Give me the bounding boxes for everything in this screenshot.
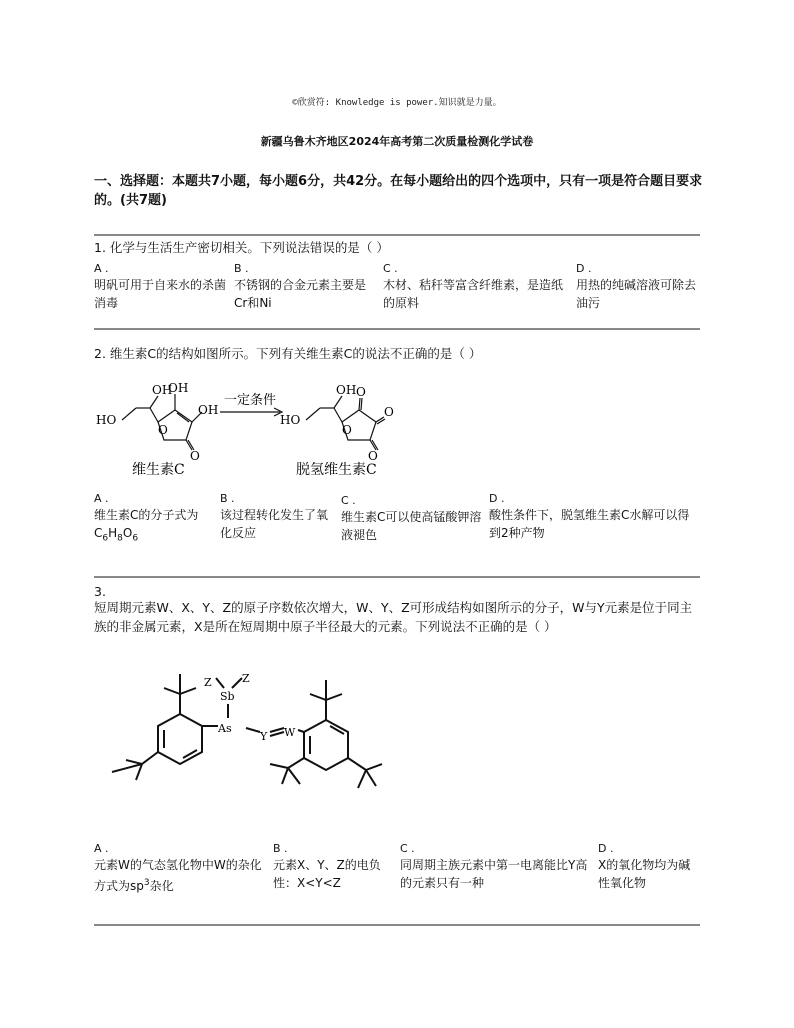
- divider: [94, 328, 700, 330]
- option-label: A .: [94, 842, 109, 855]
- as-sb-molecule-figure: [104, 660, 394, 810]
- q1-option-a[interactable]: [94, 262, 229, 312]
- divider: [94, 576, 700, 578]
- section-heading: 一、选择题：本题共7小题，每小题6分，共42分。在每小题给出的四个选项中，只有一项是符合题目要求的。(共7题): [94, 174, 703, 208]
- carbonyl-o-label: O: [368, 449, 378, 463]
- oh-label: OH: [152, 383, 173, 397]
- option-text: X的氧化物均为碱性氧化物: [598, 858, 691, 890]
- option-text: 维生素C可以使高锰酸钾溶液褪色: [341, 510, 482, 542]
- option-label: D .: [598, 842, 614, 855]
- option-label: C .: [383, 262, 398, 275]
- q3-option-c[interactable]: [400, 842, 592, 892]
- option-label: A .: [94, 492, 109, 505]
- w-label: W: [284, 726, 296, 739]
- q3-option-b[interactable]: [273, 842, 393, 892]
- option-label: A .: [94, 262, 109, 275]
- ring-o-label: O: [342, 423, 352, 437]
- carbonyl-o-label: O: [190, 449, 200, 463]
- carbonyl-o-label: O: [356, 385, 366, 399]
- formula: $C_6H_8O_6$: [94, 526, 139, 544]
- z-label: Z: [242, 672, 250, 685]
- q1-stem: 1. 化学与生活生产密切相关。下列说法错误的是（ ）: [94, 240, 389, 255]
- y-label: Y: [260, 730, 268, 743]
- watermark: ©欣赏符: Knowledge is power.知识就是力量。: [292, 98, 502, 108]
- q3-option-a[interactable]: [94, 842, 270, 895]
- q2-stem: 2. 维生素C的结构如图所示。下列有关维生素C的说法不正确的是（ ）: [94, 346, 482, 361]
- q3-number: 3.: [94, 584, 106, 599]
- vitamin-c-caption: 维生素C: [132, 462, 185, 478]
- option-text: 同周期主族元素中第一电离能比Y高的元素只有一种: [400, 858, 588, 890]
- oh-label: OH: [336, 383, 357, 397]
- exam-title: 新疆乌鲁木齐地区2024年高考第二次质量检测化学试卷: [260, 135, 534, 148]
- ho-label: HO: [96, 413, 117, 427]
- q1-option-b[interactable]: [234, 262, 374, 312]
- q1-option-c[interactable]: [383, 262, 565, 312]
- q1-option-d[interactable]: [576, 262, 704, 312]
- option-text: 该过程转化发生了氧化反应: [220, 508, 329, 540]
- divider: [94, 924, 700, 926]
- dehydro-vitamin-c-caption: 脱氢维生素C: [296, 462, 377, 478]
- option-label: C .: [341, 494, 356, 507]
- option-label: D .: [489, 492, 505, 505]
- option-label: B .: [220, 492, 235, 505]
- q3-stem: 短周期元素W、X、Y、Z的原子序数依次增大，W、Y、Z可形成结构如图所示的分子，W与Y元素是位于同主族的非金属元素，X是所在短周期中原子半径最大的元素。下列说法不正确的是（ ）: [94, 600, 693, 634]
- divider: [94, 234, 700, 236]
- arrow-condition: 一定条件: [224, 393, 277, 408]
- oh-label: OH: [168, 381, 189, 395]
- ring-o-label: O: [158, 423, 168, 437]
- option-label: D .: [576, 262, 592, 275]
- option-text: 维生素C的分子式为: [94, 508, 199, 522]
- q2-option-d[interactable]: [489, 492, 701, 542]
- option-text: 木材、秸秆等富含纤维素，是造纸的原料: [383, 278, 564, 310]
- option-label: B .: [273, 842, 288, 855]
- option-label: B .: [234, 262, 249, 275]
- q2-option-b[interactable]: [220, 492, 332, 542]
- q2-option-a[interactable]: [94, 492, 218, 547]
- ho-label: HO: [280, 413, 301, 427]
- option-text: 用热的纯碱溶液可除去油污: [576, 278, 697, 310]
- vitamin-c-reaction-figure: [92, 372, 392, 482]
- option-text: 元素W的气态氢化物中W的杂化方式为$sp^3$杂化: [94, 858, 262, 893]
- z-label: Z: [204, 676, 212, 689]
- option-text: 元素X、Y、Z的电负性：X<Y<Z: [273, 858, 381, 890]
- as-label: As: [218, 722, 232, 735]
- sb-label: Sb: [220, 690, 235, 703]
- option-text: 酸性条件下，脱氢维生素C水解可以得到2种产物: [489, 508, 690, 540]
- q2-option-c[interactable]: [341, 494, 487, 544]
- carbonyl-o-label: O: [384, 405, 394, 419]
- q3-option-d[interactable]: [598, 842, 702, 892]
- option-label: C .: [400, 842, 415, 855]
- oh-label: OH: [198, 403, 219, 417]
- option-text: 不锈钢的合金元素主要是Cr和Ni: [234, 278, 367, 310]
- option-text: 明矾可用于自来水的杀菌消毒: [94, 278, 227, 310]
